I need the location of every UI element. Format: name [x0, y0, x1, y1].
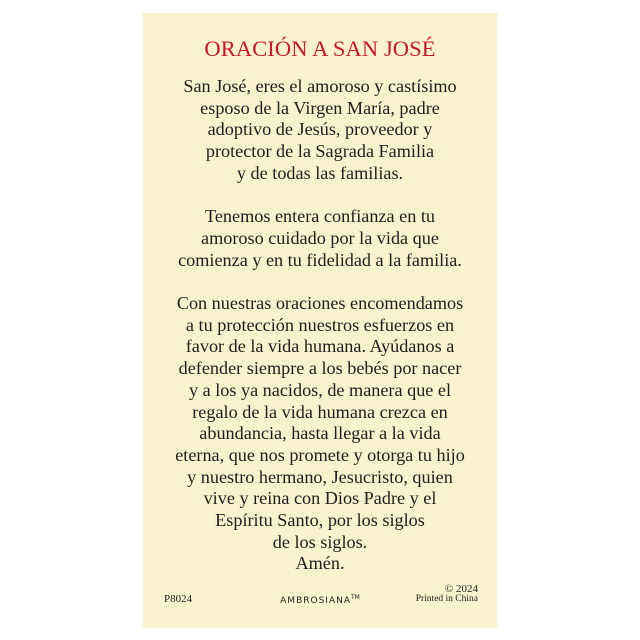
- prayer-title: ORACIÓN A SAN JOSÉ: [204, 36, 436, 61]
- text-line: amoroso cuidado por la vida que: [201, 227, 439, 248]
- printed-in: Printed in China: [415, 594, 478, 604]
- text-line: de los siglos.: [272, 531, 368, 552]
- text-line: Espíritu Santo, por los siglos: [215, 510, 425, 531]
- text-line: San José, eres el amoroso y castísimo: [183, 76, 457, 96]
- text-line: vive y reina con Dios Padre y el: [203, 488, 437, 509]
- text-line: adoptivo de Jesús, proveedor y: [207, 119, 433, 140]
- copyright-year: © 2024: [444, 583, 478, 595]
- paragraph-2: [143, 206, 497, 271]
- text-line: a tu protección nuestros esfuerzos en: [185, 314, 455, 335]
- brand-name: AMBROSIANA: [280, 596, 351, 606]
- prayer-body: [143, 76, 497, 575]
- amen-line: Amén.: [295, 553, 345, 574]
- prayer-card: [143, 13, 497, 628]
- text-line: protector de la Sagrada Familia: [205, 141, 435, 162]
- text-line: Con nuestras oraciones encomendamos: [176, 293, 464, 313]
- text-line: y a los ya nacidos, de manera que el: [188, 379, 452, 400]
- text-line: favor de la vida humana. Ayúdanos a: [185, 336, 455, 357]
- text-line: comienza y en tu fidelidad a la familia.: [178, 249, 462, 270]
- product-code: P8024: [164, 593, 193, 605]
- trademark-mark: TM: [351, 594, 360, 601]
- text-line: Tenemos entera confianza en tu: [205, 206, 435, 227]
- text-line: y nuestro hermano, Jesucristo, quien: [187, 466, 453, 487]
- text-line: esposo de la Virgen María, padre: [200, 97, 440, 118]
- paragraph-1: [143, 76, 497, 185]
- text-line: defender siempre a los bebés por nacer: [178, 358, 462, 379]
- text-line: y de todas las familias.: [236, 162, 404, 183]
- text-line: eterna, que nos promete y otorga tu hijo: [175, 444, 465, 465]
- text-line: abundancia, hasta llegar a la vida: [199, 423, 441, 444]
- paragraph-3: [143, 293, 497, 575]
- text-line: regalo de la vida humana crezca en: [192, 401, 448, 422]
- copyright-block: [416, 584, 478, 604]
